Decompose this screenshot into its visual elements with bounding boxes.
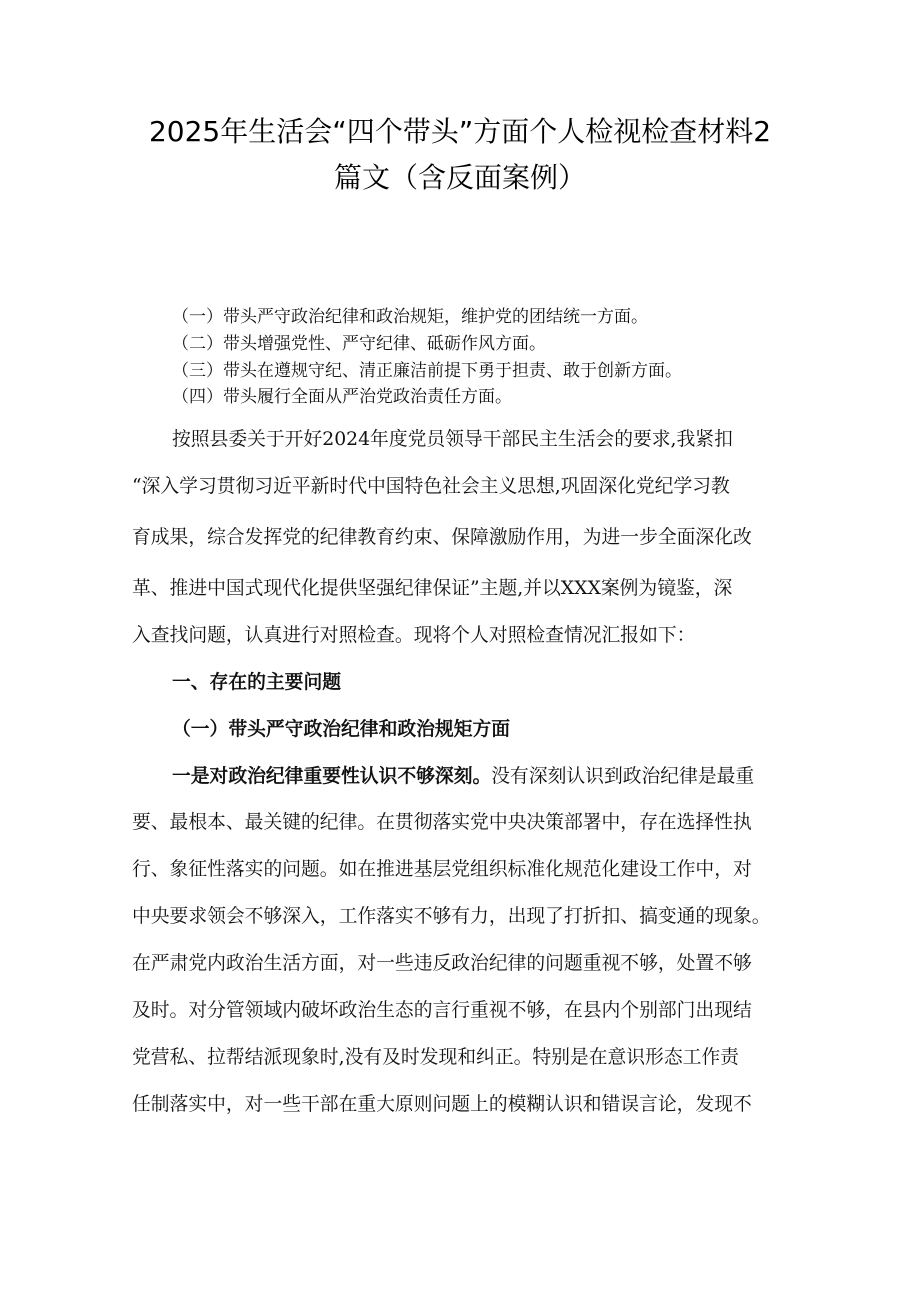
para1-line-2: 要、最根本、最关键的纪律。在贯彻落实党中央决策部署中，存在选择性执 (132, 812, 752, 833)
para1-line-4: 中央要求领会不够深入，工作落实不够有力，出现了打折扣、搞变通的现象。 (132, 906, 771, 927)
document-title-line-1: 2025年生活会“四个带头”方面个人检视检查材料2 (148, 115, 772, 148)
toc-item-3: （三）带头在遵规守纪、清正廉洁前提下勇于担责、敢于创新方面。 (172, 361, 682, 381)
toc-item-1: （一）带头严守政治纪律和政治规矩，维护党的团结统一方面。 (172, 307, 648, 327)
intro-line-3: 育成果，综合发挥党的纪律教育约束、保障激励作用，为进一步全面深化改 (132, 527, 752, 548)
intro-line-1: 按照县委关于开好2024年度党员领导干部民主生活会的要求,我紧扣 (172, 429, 733, 450)
intro-line-2: “深入学习贯彻习近平新时代中国特色社会主义思想,巩固深化党纪学习教 (132, 476, 730, 497)
toc-item-4: （四）带头履行全面从严治党政治责任方面。 (172, 387, 512, 407)
para1-line-5: 在严肃党内政治生活方面，对一些违反政治纪律的问题重视不够，处置不够 (132, 953, 752, 974)
intro-line-5: 入查找问题，认真进行对照检查。现将个人对照检查情况汇报如下： (132, 625, 696, 646)
intro-line-4: 革、推进中国式现代化提供坚强纪律保证”主题,并以XXX案例为镜鉴，深 (132, 578, 733, 599)
subsection-heading-1: （一）带头严守政治纪律和政治规矩方面 (172, 718, 511, 740)
toc-item-2: （二）带头增强党性、严守纪律、砥砺作风方面。 (172, 334, 546, 354)
para1-line-1 (172, 764, 754, 789)
para1-line-6: 及时。对分管领域内破坏政治生态的言行重视不够，在县内个别部门出现结 (132, 1000, 752, 1021)
section-heading-1: 一、存在的主要问题 (172, 671, 342, 693)
para1-line-7: 党营私、拉帮结派现象时,没有及时发现和纠正。特别是在意识形态工作责 (132, 1047, 739, 1068)
para1-lead-bold: 一是对政治纪律重要性认识不够深刻。 (172, 765, 492, 787)
para1-line-3: 行、象征性落实的问题。如在推进基层党组织标准化规范化建设工作中，对 (132, 859, 752, 880)
para1-lead-rest: 没有深刻认识到政治纪律是最重 (491, 766, 755, 787)
document-title-line-2: 篇文（含反面案例） (333, 161, 586, 194)
para1-line-8: 任制落实中，对一些干部在重大原则问题上的模糊认识和错误言论，发现不 (132, 1094, 752, 1115)
